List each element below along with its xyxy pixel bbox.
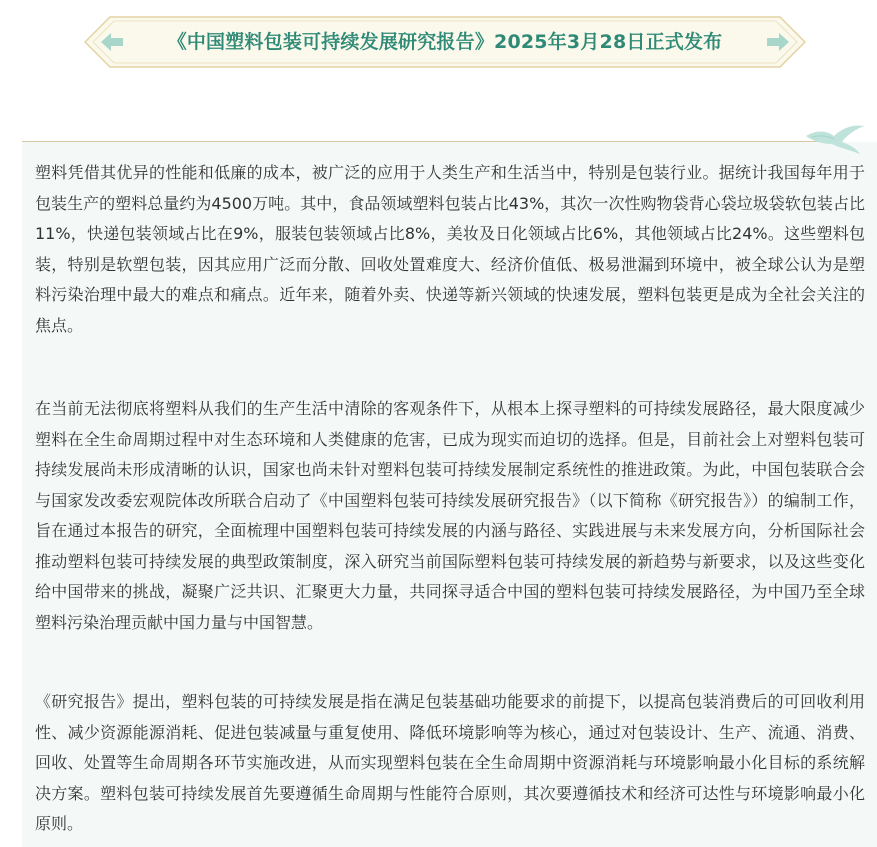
arrow-left-icon xyxy=(98,28,126,56)
arrow-right-icon xyxy=(764,28,792,56)
article-paragraph-3: 《研究报告》提出，塑料包装的可持续发展是指在满足包装基础功能要求的前提下，以提高包装消费后的可回收利用性、减少资源能源消耗、促进包装减量与重复使用、降低环境影响等为核心，通过对包装设计、生产、流通、消费、回收、处置等生命周期各环节实施改进，从而实现塑料包装在全生命周期中资源消耗与环境影响最小化目标的系统解决方案。塑料包装可持续发展首先要遵循生命周期与性能符合原则，其次要遵循技术和经济可达性与环境影响最小化原则。 xyxy=(35,692,865,833)
swallow-icon xyxy=(802,122,866,156)
banner-title: 《中国塑料包装可持续发展研究报告》2025年3月28日正式发布 xyxy=(167,31,723,53)
article-body xyxy=(22,142,877,847)
article-paragraph-1: 塑料凭借其优异的性能和低廉的成本，被广泛的应用于人类生产和生活当中，特别是包装行业。据统计我国每年用于包装生产的塑料总量约为4500万吨。其中，食品领域塑料包装占比43%，其次一次性购物袋背心袋垃圾袋软包装占比11%，快递包装领域占比在9%，服装包装领域占比8%，美妆及日化领域占比6%，其他领域占比24%。这些塑料包装，特别是软塑包装，因其应用广泛而分散、回收处置难度大、经济价值低、极易泄漏到环境中，被全球公认为是塑料污染治理中最大的难点和痛点。近年来，随着外卖、快递等新兴领域的快速发展，塑料包装更是成为全社会关注的焦点。 xyxy=(35,163,865,335)
article-paragraph-2: 在当前无法彻底将塑料从我们的生产生活中清除的客观条件下，从根本上探寻塑料的可持续发展路径，最大限度减少塑料在全生命周期过程中对生态环境和人类健康的危害，已成为现实而迫切的选择。但是，目前社会上对塑料包装可持续发展尚未形成清晰的认识，国家也尚未针对塑料包装可持续发展制定系统性的推进政策。为此，中国包装联合会与国家发改委宏观院体改所联合启动了《中国塑料包装可持续发展研究报告》（以下简称《研究报告》）的编制工作，旨在通过本报告的研究，全面梳理中国塑料包装可持续发展的内涵与路径、实践进展与未来发展方向，分析国际社会推动塑料包装可持续发展的典型政策制度，深入研究当前国际塑料包装可持续发展的新趋势与新要求，以及这些变化给中国带来的挑战，凝聚广泛共识、汇聚更大力量，共同探寻适合中国的塑料包装可持续发展路径，为中国乃至全球塑料污染治理贡献中国力量与中国智慧。 xyxy=(35,399,865,632)
title-banner xyxy=(84,16,806,68)
